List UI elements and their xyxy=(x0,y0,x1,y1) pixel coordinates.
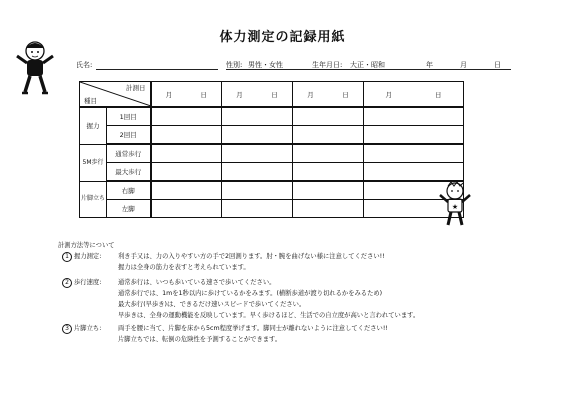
day-label: 日 xyxy=(494,61,501,69)
name-field-line[interactable] xyxy=(96,69,218,70)
svg-text:★: ★ xyxy=(451,203,459,211)
record-cell[interactable] xyxy=(293,163,364,182)
record-cell[interactable] xyxy=(293,126,364,145)
note-3-title: 3 片脚立ち: xyxy=(62,323,101,334)
record-cell[interactable] xyxy=(151,144,222,163)
birth-date-label: 生年月日: xyxy=(312,61,343,69)
category-one-leg: 片脚立ち xyxy=(80,181,107,218)
record-cell[interactable] xyxy=(151,181,222,200)
category-grip: 握力 xyxy=(80,107,107,144)
number-badge: 1 xyxy=(62,252,72,262)
record-cell[interactable] xyxy=(151,126,222,145)
record-cell[interactable] xyxy=(222,181,293,200)
table-row xyxy=(80,144,464,163)
note-3-line: 片脚立ちでは、転倒の危険性を予測することができます。 xyxy=(118,336,282,343)
row-label: 右脚 xyxy=(107,181,151,200)
date-header-3: 月 日 xyxy=(293,82,364,108)
record-cell[interactable] xyxy=(293,107,364,126)
note-2-line: 最大歩行(早歩き)は、できるだけ速いスピードで歩いてください。 xyxy=(118,301,306,308)
record-cell[interactable] xyxy=(222,126,293,145)
record-cell[interactable] xyxy=(293,200,364,218)
record-cell[interactable] xyxy=(364,163,464,182)
record-table xyxy=(79,81,464,218)
table-row xyxy=(80,200,464,218)
note-1-title: 1 握力測定: xyxy=(62,251,101,262)
date-header-2: 月 日 xyxy=(222,82,293,108)
month-label: 月 xyxy=(460,61,467,69)
note-2-line: 早歩きは、全身の運動機能を反映しています。早く歩けるほど、生活での自立度が高いと言われています。 xyxy=(118,312,420,319)
record-cell[interactable] xyxy=(364,200,464,218)
note-3-line: 両手を腰に当て、片脚を床から5cm程度挙げます。脚同士が離れないように注意してください!! xyxy=(118,325,388,332)
table-row xyxy=(80,181,464,200)
record-cell[interactable] xyxy=(151,163,222,182)
mascot-figure-left xyxy=(14,38,56,98)
record-cell[interactable] xyxy=(293,181,364,200)
page-title: 体力測定の記録用紙 xyxy=(219,30,346,45)
name-label: 氏名: xyxy=(76,61,93,69)
record-cell[interactable] xyxy=(151,107,222,126)
date-header-4: 月 日 xyxy=(364,82,464,108)
record-cell[interactable] xyxy=(364,144,464,163)
note-2-line: 通常歩行は、いつも歩いている速さで歩いてください。 xyxy=(118,279,276,286)
number-badge: 2 xyxy=(62,278,72,288)
row-label: 最大歩行 xyxy=(107,163,151,182)
record-cell[interactable] xyxy=(293,144,364,163)
year-label: 年 xyxy=(426,61,433,69)
table-row xyxy=(80,126,464,145)
number-badge: 3 xyxy=(62,324,72,334)
row-label: 左脚 xyxy=(107,200,151,218)
row-label: 1回目 xyxy=(107,107,151,126)
table-corner-cell xyxy=(80,82,151,108)
record-cell[interactable] xyxy=(364,107,464,126)
record-cell[interactable] xyxy=(364,181,464,200)
record-cell[interactable] xyxy=(151,200,222,218)
table-header-row xyxy=(80,82,464,108)
event-label: 種目 xyxy=(84,97,97,105)
note-2-title: 2 歩行速度: xyxy=(62,277,101,288)
date-header-1: 月 日 xyxy=(151,82,222,108)
record-cell[interactable] xyxy=(222,144,293,163)
gender-label: 性別: xyxy=(226,61,243,69)
record-cell[interactable] xyxy=(222,107,293,126)
record-cell[interactable] xyxy=(222,200,293,218)
row-label: 2回目 xyxy=(107,126,151,145)
note-1-line: 利き手又は、力の入りやすい方の手で2回測ります。肘・腕を曲げない様に注意してください!! xyxy=(118,253,385,260)
notes-heading: 計測方法等について xyxy=(58,242,115,249)
header-underline xyxy=(226,69,511,70)
table-row xyxy=(80,163,464,182)
era-options[interactable]: 大正・昭和 xyxy=(350,61,385,69)
category-walk: 5M歩行 xyxy=(80,144,107,181)
gender-options[interactable]: 男性・女性 xyxy=(248,61,283,69)
note-2-line: 通常歩行では、1mを1秒以内に歩けているかをみます。(横断歩道が渡り切れるかをみるため) xyxy=(118,290,383,297)
record-cell[interactable] xyxy=(222,163,293,182)
note-1-line: 握力は全身の筋力を表すと考えられています。 xyxy=(118,264,250,271)
table-row xyxy=(80,107,464,126)
record-cell[interactable] xyxy=(364,126,464,145)
measure-date-label: 計測日 xyxy=(126,84,146,92)
row-label: 通常歩行 xyxy=(107,144,151,163)
